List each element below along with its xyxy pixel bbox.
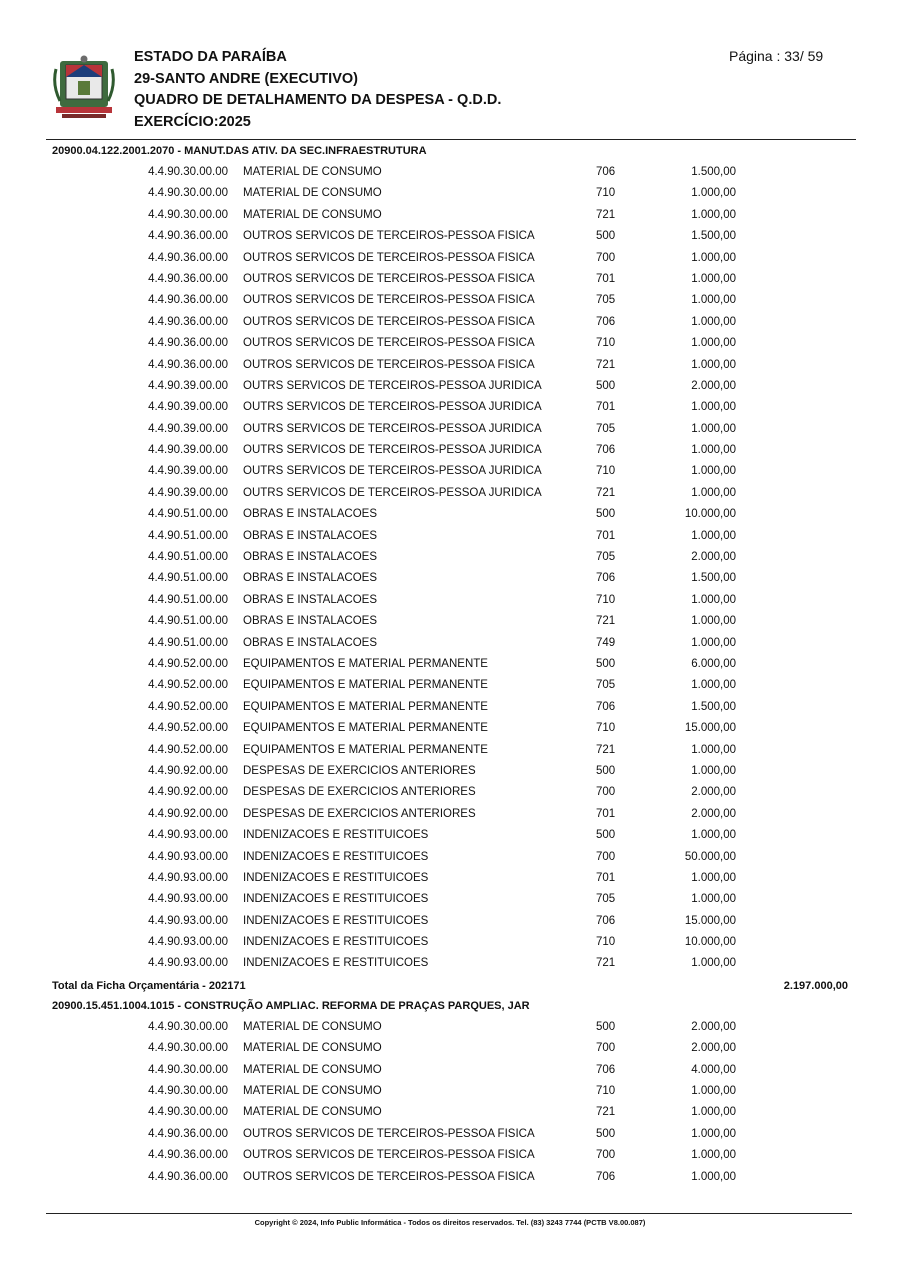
expense-description: DESPESAS DE EXERCICIOS ANTERIORES [243,786,476,799]
expense-description: INDENIZACOES E RESTITUICOES [243,957,429,970]
section-title: 20900.15.451.1004.1015 - CONSTRUÇÃO AMPLIAC. REFORMA DE PRAÇAS PARQUES, JAR [52,999,530,1012]
expense-value: 1.000,00 [691,764,736,777]
expense-description: OUTROS SERVICOS DE TERCEIROS-PESSOA FISICA [243,251,535,264]
expense-code: 4.4.90.36.00.00 [148,294,228,307]
fiscal-year: EXERCÍCIO:2025 [134,113,251,130]
expense-value: 2.000,00 [691,379,736,392]
expense-code: 4.4.90.51.00.00 [148,551,228,564]
table-row [0,484,900,505]
expense-code: 4.4.90.39.00.00 [148,401,228,414]
expense-description: OUTROS SERVICOS DE TERCEIROS-PESSOA FISICA [243,1127,535,1140]
expense-value: 1.000,00 [691,358,736,371]
expense-description: OBRAS E INSTALACOES [243,508,377,521]
table-row [0,1061,900,1082]
expense-value: 2.000,00 [691,1020,736,1033]
expense-description: OBRAS E INSTALACOES [243,593,377,606]
expense-code: 4.4.90.39.00.00 [148,379,228,392]
table-row [0,569,900,590]
state-title: ESTADO DA PARAÍBA [134,49,287,65]
report-title: QUADRO DE DETALHAMENTO DA DESPESA - Q.D.D. [134,92,502,108]
resource-source: 705 [596,551,616,564]
table-row [0,1168,900,1189]
expense-value: 50.000,00 [684,850,736,863]
resource-source: 706 [596,166,616,178]
resource-source: 701 [596,871,616,884]
expense-code: 4.4.90.30.00.00 [148,166,228,178]
expense-description: OUTROS SERVICOS DE TERCEIROS-PESSOA FISICA [243,1149,535,1162]
expense-description: OUTROS SERVICOS DE TERCEIROS-PESSOA FISICA [243,358,535,371]
expense-value: 1.000,00 [691,893,736,906]
footer-divider [46,1213,852,1214]
table-row [0,1146,900,1167]
expense-value: 1.000,00 [691,1149,736,1162]
expense-value: 4.000,00 [691,1063,736,1076]
expense-code: 4.4.90.93.00.00 [148,850,228,863]
resource-source: 706 [596,444,616,457]
table-row [0,954,900,975]
expense-description: MATERIAL DE CONSUMO [243,1020,382,1033]
section-heading [0,142,900,163]
expense-description: OUTRS SERVICOS DE TERCEIROS-PESSOA JURIDICA [243,401,542,414]
table-row [0,741,900,762]
expense-description: OBRAS E INSTALACOES [243,551,377,564]
expense-value: 1.000,00 [691,615,736,628]
resource-source: 710 [596,337,616,350]
resource-source: 710 [596,593,616,606]
expense-description: MATERIAL DE CONSUMO [243,1106,382,1119]
expense-description: OUTRS SERVICOS DE TERCEIROS-PESSOA JURIDICA [243,444,542,457]
expense-value: 1.000,00 [691,743,736,756]
expense-code: 4.4.90.36.00.00 [148,251,228,264]
resource-source: 721 [596,957,616,970]
expense-code: 4.4.90.92.00.00 [148,807,228,820]
table-row [0,313,900,334]
resource-source: 500 [596,379,616,392]
expense-value: 1.000,00 [691,208,736,221]
expense-code: 4.4.90.36.00.00 [148,315,228,328]
resource-source: 706 [596,700,616,713]
expense-code: 4.4.90.30.00.00 [148,1042,228,1055]
expense-code: 4.4.90.52.00.00 [148,657,228,670]
expense-code: 4.4.90.36.00.00 [148,230,228,243]
resource-source: 701 [596,401,616,414]
expense-description: MATERIAL DE CONSUMO [243,187,382,200]
expense-description: OUTRS SERVICOS DE TERCEIROS-PESSOA JURIDICA [243,486,542,499]
expense-description: OUTROS SERVICOS DE TERCEIROS-PESSOA FISICA [243,315,535,328]
expense-value: 1.000,00 [691,422,736,435]
section-heading [0,997,900,1018]
expense-value: 15.000,00 [684,914,736,927]
expense-description: EQUIPAMENTOS E MATERIAL PERMANENTE [243,722,488,735]
table-row [0,441,900,462]
expense-description: MATERIAL DE CONSUMO [243,1063,382,1076]
table-row [0,206,900,227]
expense-description: INDENIZACOES E RESTITUICOES [243,871,429,884]
expense-description: OUTROS SERVICOS DE TERCEIROS-PESSOA FISICA [243,294,535,307]
table-row [0,698,900,719]
resource-source: 710 [596,936,616,949]
table-row [0,869,900,890]
expense-description: EQUIPAMENTOS E MATERIAL PERMANENTE [243,679,488,692]
expense-value: 1.000,00 [691,187,736,200]
expense-value: 2.000,00 [691,807,736,820]
table-row [0,527,900,548]
resource-source: 705 [596,422,616,435]
expense-code: 4.4.90.93.00.00 [148,893,228,906]
expense-value: 1.000,00 [691,1127,736,1140]
report-header [134,47,501,133]
expense-table [0,142,900,1189]
table-row [0,805,900,826]
header-divider [46,139,856,140]
resource-source: 701 [596,272,616,285]
resource-source: 700 [596,850,616,863]
expense-code: 4.4.90.39.00.00 [148,465,228,478]
expense-value: 1.000,00 [691,444,736,457]
table-row [0,612,900,633]
table-row [0,762,900,783]
expense-value: 10.000,00 [684,936,736,949]
resource-source: 706 [596,315,616,328]
expense-code: 4.4.90.30.00.00 [148,1020,228,1033]
expense-description: MATERIAL DE CONSUMO [243,208,382,221]
resource-source: 721 [596,743,616,756]
table-row [0,462,900,483]
expense-value: 1.000,00 [691,272,736,285]
resource-source: 700 [596,1149,616,1162]
expense-description: INDENIZACOES E RESTITUICOES [243,850,429,863]
expense-description: EQUIPAMENTOS E MATERIAL PERMANENTE [243,657,488,670]
expense-code: 4.4.90.93.00.00 [148,829,228,842]
expense-description: INDENIZACOES E RESTITUICOES [243,829,429,842]
table-row [0,356,900,377]
expense-value: 2.000,00 [691,1042,736,1055]
resource-source: 721 [596,208,616,221]
table-row [0,1039,900,1060]
table-row [0,377,900,398]
expense-value: 1.000,00 [691,529,736,542]
table-row [0,184,900,205]
table-row [0,227,900,248]
expense-description: INDENIZACOES E RESTITUICOES [243,893,429,906]
expense-description: OUTROS SERVICOS DE TERCEIROS-PESSOA FISICA [243,272,535,285]
expense-code: 4.4.90.36.00.00 [148,337,228,350]
resource-source: 500 [596,657,616,670]
expense-description: MATERIAL DE CONSUMO [243,1085,382,1098]
expense-value: 1.000,00 [691,679,736,692]
total-value: 2.197.000,00 [783,979,848,992]
expense-value: 1.500,00 [691,166,736,178]
expense-code: 4.4.90.51.00.00 [148,636,228,649]
resource-source: 721 [596,615,616,628]
table-row [0,270,900,291]
expense-value: 1.000,00 [691,401,736,414]
table-row [0,163,900,184]
section-total [0,976,900,997]
expense-code: 4.4.90.51.00.00 [148,593,228,606]
expense-code: 4.4.90.30.00.00 [148,1085,228,1098]
resource-source: 700 [596,786,616,799]
expense-code: 4.4.90.30.00.00 [148,208,228,221]
expense-code: 4.4.90.36.00.00 [148,358,228,371]
expense-description: EQUIPAMENTOS E MATERIAL PERMANENTE [243,743,488,756]
expense-value: 10.000,00 [684,508,736,521]
expense-code: 4.4.90.36.00.00 [148,1170,228,1183]
table-row [0,505,900,526]
expense-value: 1.000,00 [691,294,736,307]
expense-code: 4.4.90.30.00.00 [148,1063,228,1076]
resource-source: 749 [596,636,616,649]
expense-code: 4.4.90.39.00.00 [148,486,228,499]
expense-code: 4.4.90.52.00.00 [148,743,228,756]
expense-value: 1.000,00 [691,829,736,842]
expense-value: 1.000,00 [691,593,736,606]
expense-description: MATERIAL DE CONSUMO [243,1042,382,1055]
expense-value: 1.000,00 [691,871,736,884]
expense-code: 4.4.90.93.00.00 [148,957,228,970]
expense-value: 1.000,00 [691,251,736,264]
resource-source: 721 [596,1106,616,1119]
resource-source: 710 [596,1085,616,1098]
resource-source: 706 [596,1063,616,1076]
table-row [0,1018,900,1039]
table-row [0,1082,900,1103]
expense-code: 4.4.90.52.00.00 [148,679,228,692]
expense-code: 4.4.90.92.00.00 [148,764,228,777]
resource-source: 700 [596,1042,616,1055]
table-row [0,548,900,569]
table-row [0,826,900,847]
expense-description: OBRAS E INSTALACOES [243,572,377,585]
resource-source: 710 [596,722,616,735]
resource-source: 710 [596,187,616,200]
expense-value: 1.000,00 [691,636,736,649]
table-row [0,933,900,954]
expense-code: 4.4.90.39.00.00 [148,422,228,435]
resource-source: 500 [596,230,616,243]
expense-description: OUTRS SERVICOS DE TERCEIROS-PESSOA JURIDICA [243,422,542,435]
expense-code: 4.4.90.51.00.00 [148,508,228,521]
expense-code: 4.4.90.51.00.00 [148,529,228,542]
expense-description: OUTROS SERVICOS DE TERCEIROS-PESSOA FISICA [243,230,535,243]
table-row [0,890,900,911]
resource-source: 706 [596,1170,616,1183]
table-row [0,848,900,869]
expense-value: 1.000,00 [691,957,736,970]
expense-code: 4.4.90.51.00.00 [148,572,228,585]
resource-source: 500 [596,764,616,777]
table-row [0,783,900,804]
expense-code: 4.4.90.30.00.00 [148,187,228,200]
expense-description: OUTROS SERVICOS DE TERCEIROS-PESSOA FISICA [243,1170,535,1183]
expense-value: 1.000,00 [691,315,736,328]
expense-value: 1.000,00 [691,337,736,350]
table-row [0,249,900,270]
expense-value: 2.000,00 [691,786,736,799]
expense-code: 4.4.90.93.00.00 [148,871,228,884]
expense-code: 4.4.90.93.00.00 [148,914,228,927]
resource-source: 721 [596,358,616,371]
copyright-footer: Copyright © 2024, Info Public Informática - Todos os direitos reservados. Tel. (83) 3243 7744 (PCTB V8.00.087) [254,1218,646,1227]
expense-value: 1.000,00 [691,465,736,478]
expense-value: 1.500,00 [691,572,736,585]
resource-source: 705 [596,679,616,692]
resource-source: 705 [596,893,616,906]
expense-description: INDENIZACOES E RESTITUICOES [243,914,429,927]
expense-code: 4.4.90.36.00.00 [148,272,228,285]
resource-source: 705 [596,294,616,307]
table-row [0,655,900,676]
table-row [0,634,900,655]
table-row [0,719,900,740]
resource-source: 706 [596,572,616,585]
table-row [0,591,900,612]
table-row [0,420,900,441]
expense-description: OUTROS SERVICOS DE TERCEIROS-PESSOA FISICA [243,337,535,350]
expense-description: DESPESAS DE EXERCICIOS ANTERIORES [243,807,476,820]
expense-code: 4.4.90.92.00.00 [148,786,228,799]
resource-source: 706 [596,914,616,927]
expense-value: 2.000,00 [691,551,736,564]
expense-code: 4.4.90.52.00.00 [148,700,228,713]
expense-code: 4.4.90.51.00.00 [148,615,228,628]
expense-value: 1.500,00 [691,230,736,243]
expense-description: INDENIZACOES E RESTITUICOES [243,936,429,949]
expense-value: 1.000,00 [691,1085,736,1098]
table-row [0,1125,900,1146]
table-row [0,676,900,697]
expense-description: DESPESAS DE EXERCICIOS ANTERIORES [243,764,476,777]
expense-value: 6.000,00 [691,657,736,670]
expense-value: 1.000,00 [691,1170,736,1183]
resource-source: 700 [596,251,616,264]
expense-code: 4.4.90.36.00.00 [148,1149,228,1162]
expense-description: MATERIAL DE CONSUMO [243,166,382,178]
expense-description: OBRAS E INSTALACOES [243,529,377,542]
expense-description: EQUIPAMENTOS E MATERIAL PERMANENTE [243,700,488,713]
expense-description: OBRAS E INSTALACOES [243,636,377,649]
expense-code: 4.4.90.30.00.00 [148,1106,228,1119]
resource-source: 500 [596,1127,616,1140]
resource-source: 701 [596,807,616,820]
expense-code: 4.4.90.52.00.00 [148,722,228,735]
resource-source: 500 [596,508,616,521]
expense-code: 4.4.90.39.00.00 [148,444,228,457]
resource-source: 701 [596,529,616,542]
page-number: Página : 33/ 59 [729,48,824,64]
total-label: Total da Ficha Orçamentária - 202171 [52,979,246,992]
entity-title: 29-SANTO ANDRE (EXECUTIVO) [134,70,358,87]
expense-description: OUTRS SERVICOS DE TERCEIROS-PESSOA JURIDICA [243,465,542,478]
expense-description: OUTRS SERVICOS DE TERCEIROS-PESSOA JURIDICA [243,379,542,392]
coat-of-arms-icon [52,55,116,121]
expense-description: OBRAS E INSTALACOES [243,615,377,628]
expense-value: 1.500,00 [691,700,736,713]
resource-source: 500 [596,1020,616,1033]
expense-value: 1.000,00 [691,486,736,499]
table-row [0,334,900,355]
table-row [0,291,900,312]
resource-source: 721 [596,486,616,499]
resource-source: 500 [596,829,616,842]
table-row [0,1103,900,1124]
expense-value: 15.000,00 [684,722,736,735]
expense-value: 1.000,00 [691,1106,736,1119]
section-title: 20900.04.122.2001.2070 - MANUT.DAS ATIV. DA SEC.INFRAESTRUTURA [52,145,427,157]
table-row [0,912,900,933]
expense-code: 4.4.90.36.00.00 [148,1127,228,1140]
table-row [0,398,900,419]
resource-source: 710 [596,465,616,478]
expense-code: 4.4.90.93.00.00 [148,936,228,949]
